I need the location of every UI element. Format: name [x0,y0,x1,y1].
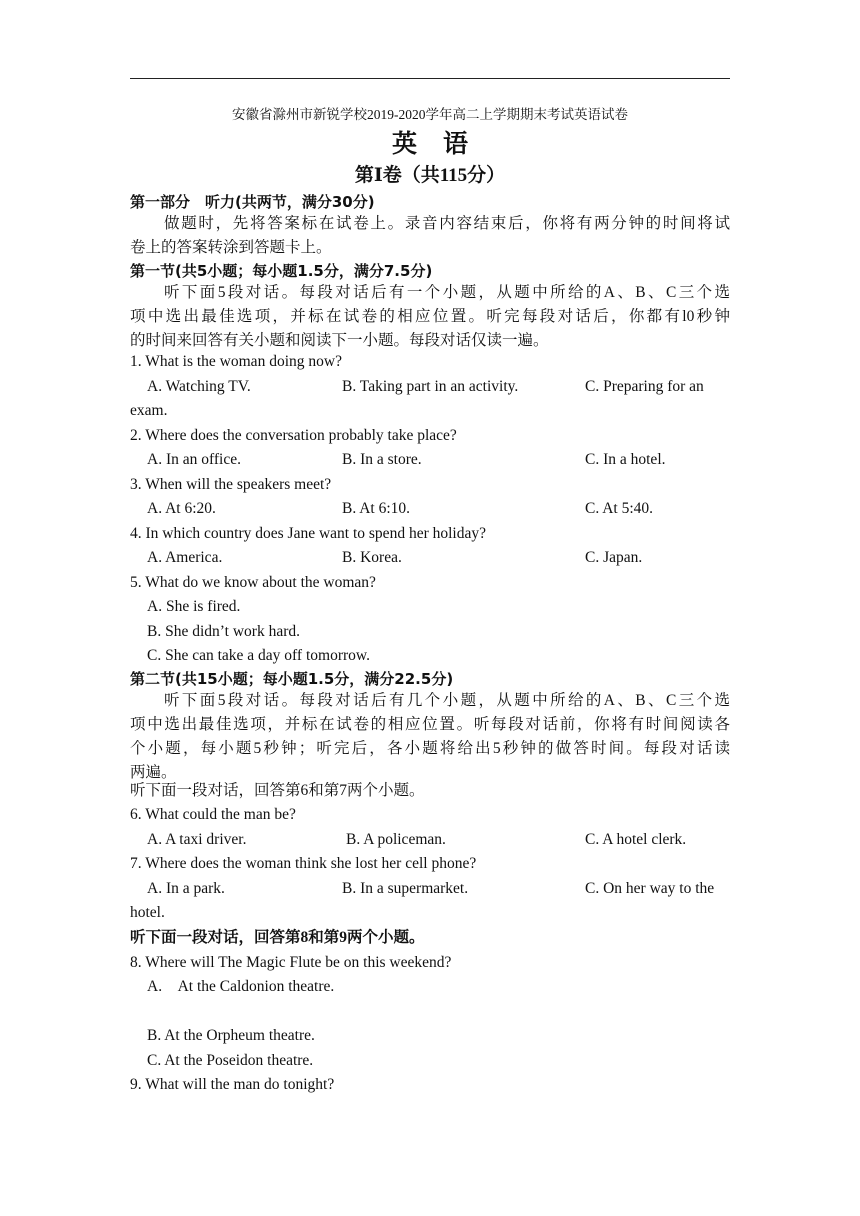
section1-heading: 第一节(共5小题；每小题1.5分，满分7.5分) [130,262,433,280]
option-c-continuation: exam. [130,402,168,419]
section2-instruction-line: 个小题，每小题5秒钟；听完后，各小题将给出5秒钟的做答时间。每段对话读 [130,740,730,757]
question-stem: 3. When will the speakers meet? [130,476,332,493]
option-a: A. America. [147,549,223,566]
dialog-instruction: 听下面一段对话，回答第8和第9两个小题。 [130,929,425,946]
section1-instruction-line: 项中选出最佳选项，并标在试卷的相应位置。听完每段对话后，你都有l0秒钟 [130,308,730,325]
option-c: C. At the Poseidon theatre. [147,1052,314,1069]
option-b: B. Taking part in an activity. [342,378,519,395]
option-a: A. A taxi driver. [147,831,247,848]
option-a: A. At the Caldonion theatre. [147,978,335,995]
section1-instruction-line: 听下面5段对话。每段对话后有一个小题，从题中所给的A、B、C三个选 [164,284,730,301]
option-c-continuation: hotel. [130,904,165,921]
section2-instruction-line: 项中选出最佳选项，并标在试卷的相应位置。听每段对话前，你将有时间阅读各 [130,716,730,733]
option-b: B. In a supermarket. [342,880,469,897]
option-c: C. A hotel clerk. [585,831,687,848]
question-stem: 2. Where does the conversation probably take place? [130,427,457,444]
question-stem: 4. In which country does Jane want to spend her holiday? [130,525,486,542]
section2-heading: 第二节(共15小题；每小题1.5分，满分22.5分) [130,670,454,688]
question-stem: 1. What is the woman doing now? [130,353,342,370]
option-a: A. She is fired. [147,598,241,615]
question-stem: 8. Where will The Magic Flute be on this weekend? [130,954,452,971]
dialog-instruction: 听下面一段对话，回答第6和第7两个小题。 [130,782,425,799]
option-c: C. In a hotel. [585,451,666,468]
option-a: A. In an office. [147,451,241,468]
section2-instruction-line: 两遍。 [130,764,177,781]
volume-title: 第Ⅰ卷（共115分） [354,165,506,186]
question-stem: 7. Where does the woman think she lost her cell phone? [130,855,477,872]
option-a: A. At 6:20. [147,500,216,517]
part1-instruction-line: 卷上的答案转涂到答题卡上。 [130,239,332,256]
top-rule [130,78,730,79]
part1-instruction-line: 做题时，先将答案标在试卷上。录音内容结束后，你将有两分钟的时间将试 [164,215,730,232]
question-stem: 5. What do we know about the woman? [130,574,376,591]
option-c: C. Preparing for an [585,378,704,395]
subject-title: 英语 [391,131,494,158]
part1-heading: 第一部分 听力(共两节，满分30分) [130,193,375,211]
question-stem: 6. What could the man be? [130,806,296,823]
section1-instruction-line: 的时间来回答有关小题和阅读下一小题。每段对话仅读一遍。 [130,332,549,349]
option-c: C. Japan. [585,549,643,566]
option-b: B. In a store. [342,451,422,468]
option-c: C. At 5:40. [585,500,654,517]
option-b: B. Korea. [342,549,402,566]
option-c: C. She can take a day off tomorrow. [147,647,370,664]
option-b: B. She didn’t work hard. [147,623,300,640]
section2-instruction-line: 听下面5段对话。每段对话后有几个小题，从题中所给的A、B、C三个选 [164,692,730,709]
question-stem: 9. What will the man do tonight? [130,1076,335,1093]
option-b: B. A policeman. [346,831,446,848]
option-a: A. Watching TV. [147,378,251,395]
option-c: C. On her way to the [585,880,715,897]
option-a: A. In a park. [147,880,225,897]
exam-caption: 安徽省滁州市新锐学校2019-2020学年高二上学期期末考试英语试卷 [232,107,628,122]
option-b: B. At the Orpheum theatre. [147,1027,315,1044]
option-b: B. At 6:10. [342,500,411,517]
